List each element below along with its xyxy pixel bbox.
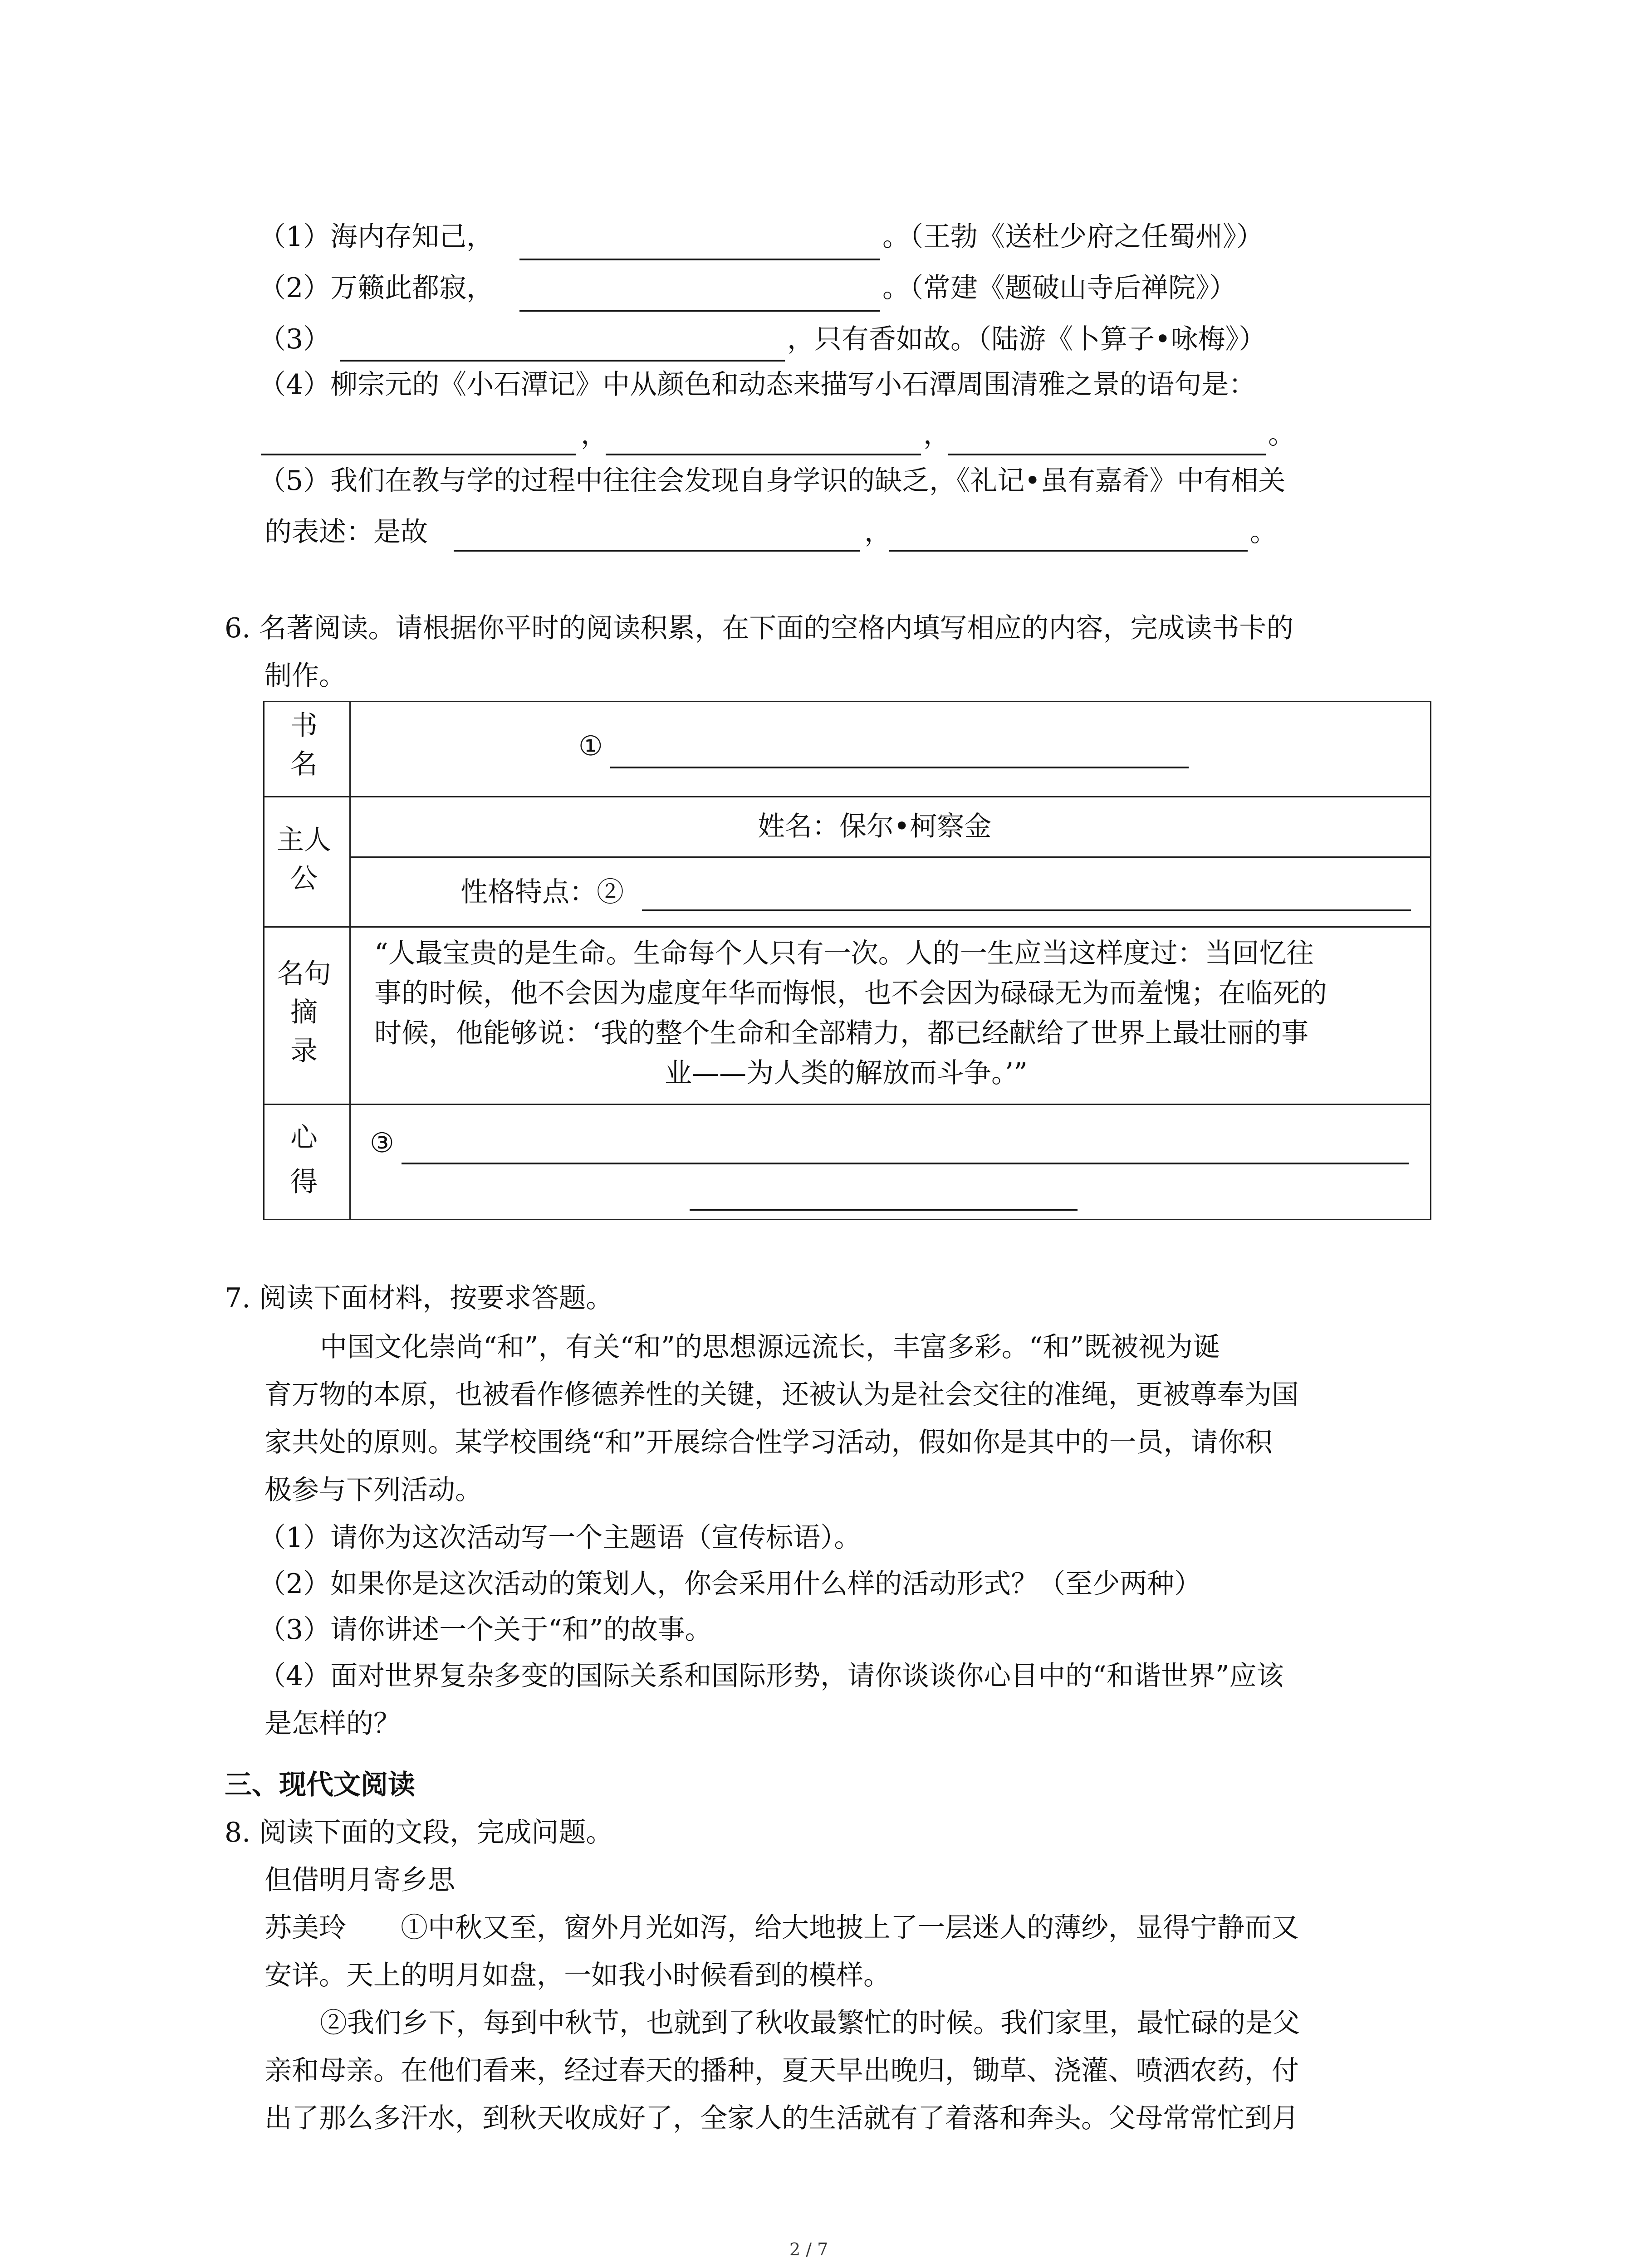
fill-item-1-source: 。（王勃《送杜少府之任蜀州》） [882, 221, 1264, 253]
fill-item-3: （3） [259, 323, 331, 355]
q7-subquestion-cont: 是怎样的？ [265, 1708, 401, 1740]
blank-marker-1: ① [578, 730, 603, 762]
quote-line: 时候，他能够说：‘我的整个生命和全部精力，都已经献给了世界上最壮丽的事 [374, 1017, 1309, 1049]
section-heading: 三、现代文阅读 [225, 1769, 415, 1801]
insight-blank[interactable] [402, 1163, 1409, 1164]
comma-separator: ， [864, 516, 892, 548]
book-name-blank[interactable] [610, 767, 1189, 768]
q7-subquestion: （3）请你讲述一个关于“和”的故事。 [259, 1614, 712, 1646]
answer-blank[interactable] [889, 550, 1248, 552]
blank-marker-3: ③ [370, 1127, 394, 1159]
label-book-name: 书 [290, 710, 318, 742]
q6-prompt: 6. 名著阅读。请根据你平时的阅读积累，在下面的空格内填写相应的内容，完成读书卡的 [225, 612, 1294, 644]
comma-separator: ， [581, 419, 608, 450]
q7-prompt: 7. 阅读下面材料，按要求答题。 [225, 1282, 613, 1314]
q7-material: 育万物的本原，也被看作修德养性的关键，还被认为是社会交往的准绳，更被尊奉为国 [265, 1379, 1299, 1411]
label-insight: 得 [290, 1166, 318, 1198]
label-quotes: 摘 [290, 997, 318, 1028]
label-insight: 心 [290, 1122, 318, 1154]
label-protagonist: 主人 [277, 824, 331, 856]
page-number: 2 / 7 [789, 2239, 828, 2259]
fill-item-3-source: ，只有香如故。（陆游《卜算子•咏梅》） [787, 323, 1266, 355]
q7-subquestion: （4）面对世界复杂多变的国际关系和国际形势，请你谈谈你心目中的“和谐世界”应该 [259, 1660, 1284, 1692]
fill-item-4: （4）柳宗元的《小石潭记》中从颜色和动态来描写小石潭周围清雅之景的语句是： [259, 369, 1256, 401]
passage-line: 苏美玲 ①中秋又至，窗外月光如泻，给大地披上了一层迷人的薄纱，显得宁静而又 [265, 1912, 1299, 1944]
comma-separator: ， [923, 419, 950, 450]
period: 。 [1268, 419, 1295, 450]
answer-blank[interactable] [948, 454, 1266, 455]
period: 。 [1250, 516, 1277, 548]
label-book-name: 名 [290, 748, 318, 780]
answer-blank[interactable] [454, 550, 860, 552]
insight-blank[interactable] [690, 1209, 1078, 1211]
quote-line: 事的时候，他不会因为虚度年华而悔恨，也不会因为碌碌无为而羞愧；在临死的 [374, 978, 1327, 1009]
passage-line: 安详。天上的明月如盘，一如我小时候看到的模样。 [265, 1960, 891, 1991]
fill-item-5-cont: 的表述：是故 [265, 516, 428, 548]
q7-subquestion: （1）请你为这次活动写一个主题语（宣传标语）。 [259, 1522, 862, 1554]
q7-material: 中国文化崇尚“和”，有关“和”的思想源远流长，丰富多彩。“和”既被视为诞 [320, 1331, 1220, 1363]
character-traits-label: 性格特点：② [460, 876, 624, 908]
quote-line: 业——为人类的解放而斗争。’” [665, 1057, 1028, 1089]
passage-line: 出了那么多汗水，到秋天收成好了，全家人的生活就有了着落和奔头。父母常常忙到月 [265, 2102, 1299, 2134]
answer-blank[interactable] [340, 360, 785, 362]
label-quotes: 名句 [277, 958, 331, 990]
quote-line: “人最宝贵的是生命。生命每个人只有一次。人的一生应当这样度过：当回忆往 [374, 938, 1314, 969]
answer-blank[interactable] [519, 310, 880, 312]
answer-blank[interactable] [261, 454, 576, 455]
fill-item-2-source: 。（常建《题破山寺后禅院》） [882, 272, 1236, 304]
q7-material: 家共处的原则。某学校围绕“和”开展综合性学习活动，假如你是其中的一员，请你积 [265, 1427, 1273, 1458]
answer-blank[interactable] [606, 454, 921, 455]
passage-line: 亲和母亲。在他们看来，经过春天的播种，夏天早出晚归，锄草、浇灌、喷洒农药，付 [265, 2055, 1299, 2087]
label-protagonist: 公 [290, 863, 318, 894]
fill-item-2: （2）万籁此都寂， [259, 272, 494, 304]
answer-blank[interactable] [519, 259, 880, 260]
fill-item-5: （5）我们在教与学的过程中往往会发现自身学识的缺乏，《礼记•虽有嘉肴》中有相关 [259, 465, 1286, 497]
q6-prompt-cont: 制作。 [265, 660, 346, 692]
traits-blank[interactable] [642, 909, 1411, 911]
fill-item-1: （1）海内存知己， [259, 221, 494, 253]
passage-title: 但借明月寄乡思 [265, 1864, 455, 1896]
q7-material: 极参与下列活动。 [265, 1474, 482, 1506]
passage-line: ②我们乡下，每到中秋节，也就到了秋收最繁忙的时候。我们家里，最忙碌的是父 [320, 2007, 1300, 2039]
q7-subquestion: （2）如果你是这次活动的策划人，你会采用什么样的活动形式？（至少两种） [259, 1568, 1202, 1600]
protagonist-name: 姓名：保尔•柯察金 [758, 811, 992, 842]
label-quotes: 录 [290, 1035, 318, 1067]
q8-prompt: 8. 阅读下面的文段，完成问题。 [225, 1817, 613, 1848]
